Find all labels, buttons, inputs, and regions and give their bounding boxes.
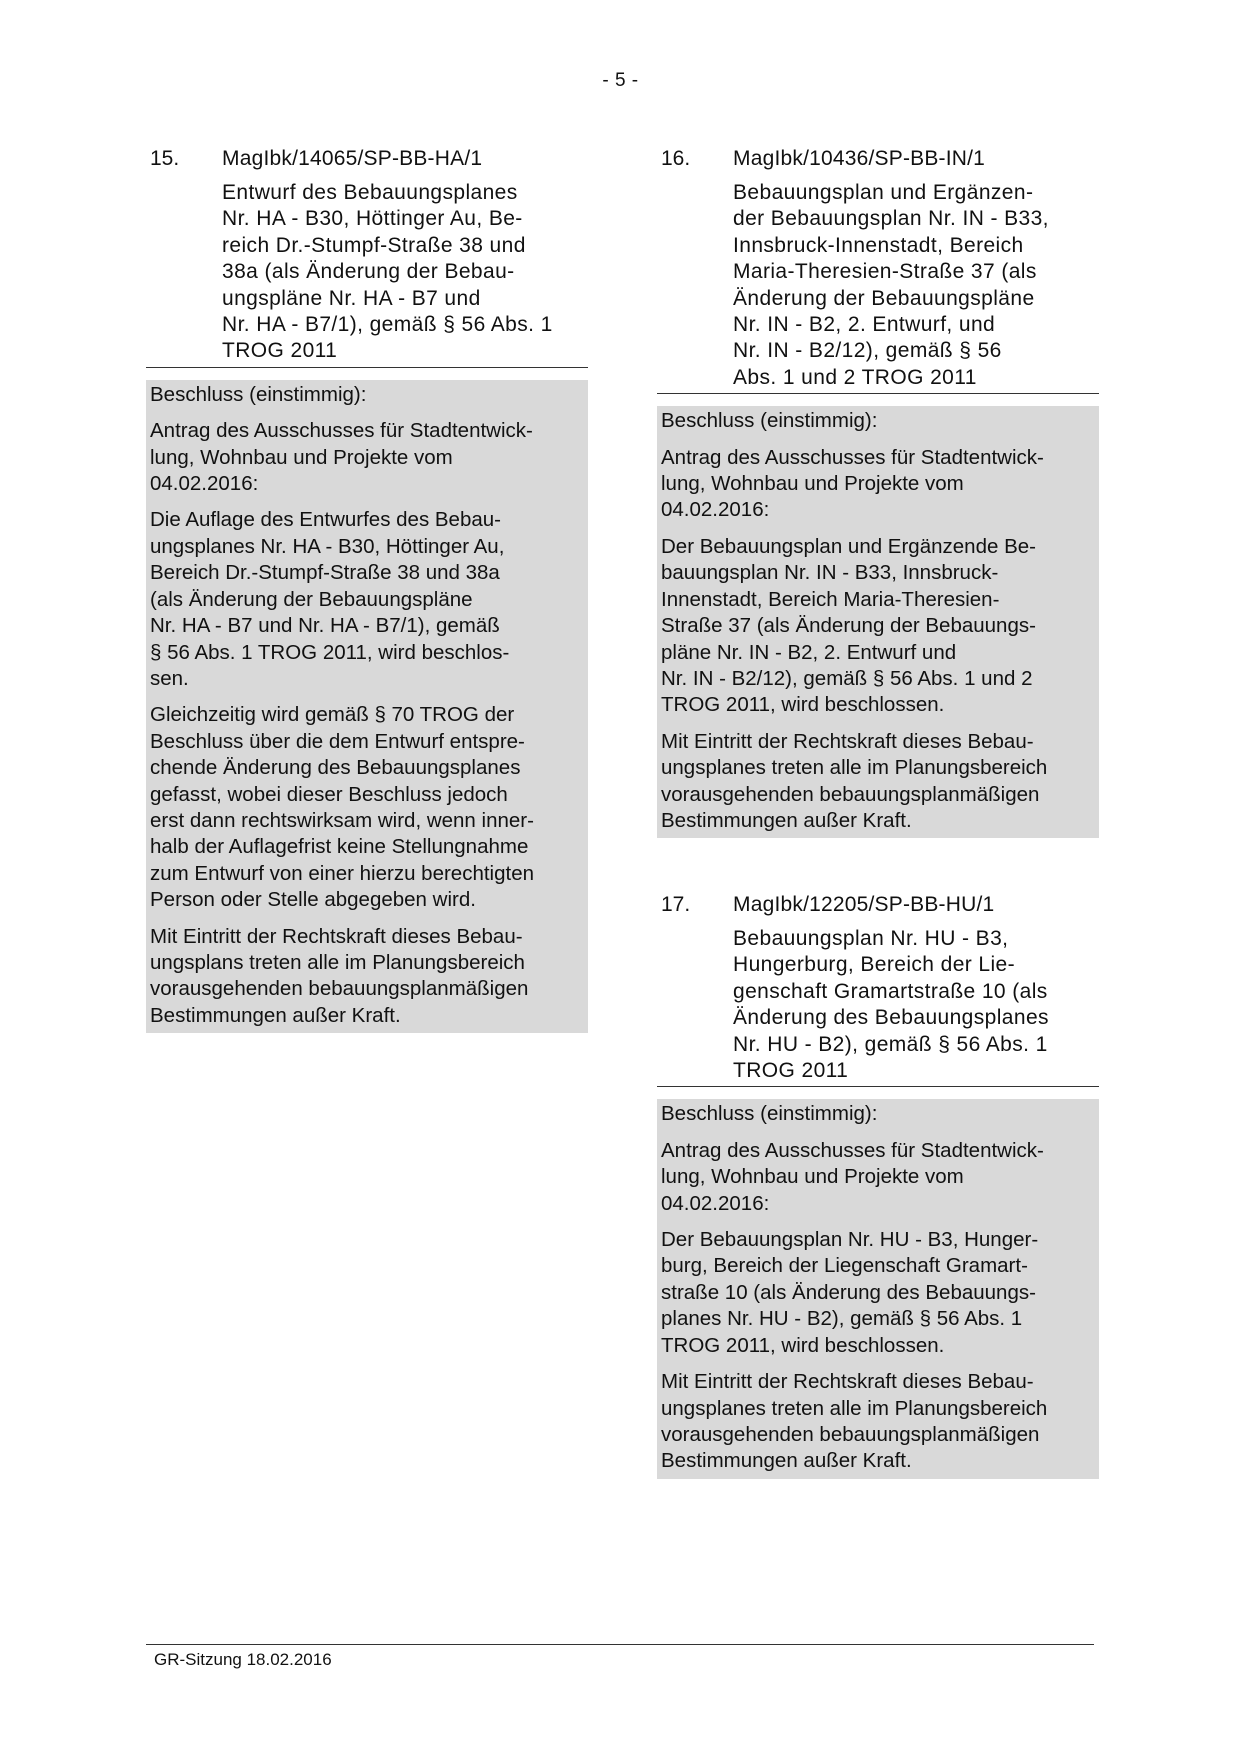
item-reference: MagIbk/14065/SP-BB-HA/1 bbox=[222, 147, 483, 170]
decision-label: Beschluss (einstimmig): bbox=[661, 409, 878, 433]
item-number: 15. bbox=[150, 147, 180, 170]
decision-paragraph: Die Auflage des Entwurfes des Bebau- ungsplanes Nr. HA - B30, Höttinger Au, Bereich Dr.-Stumpf-Straße 38 und 38a (als Änderung der Bebauungspläne Nr. HA - B7 und Nr. HA - B7/1), gemäß § 56 Abs. 1 TROG 2011, wird beschlos- sen. bbox=[150, 508, 510, 690]
item-number: 16. bbox=[661, 147, 691, 170]
item-title: Bebauungsplan Nr. HU - B3, Hungerburg, Bereich der Lie- genschaft Gramartstraße 10 (als Änderung des Bebauungsplanes Nr. HU - B2), gemäß § 56 Abs. 1 TROG 2011 bbox=[733, 927, 1049, 1083]
item-title: Bebauungsplan und Ergänzen- der Bebauungsplan Nr. IN - B33, Innsbruck-Innenstadt, Bereich Maria-Theresien-Straße 37 (als Änderung der Bebauungspläne Nr. IN - B2, 2. Entwurf, und Nr. IN - B2/12), gemäß § 56 Abs. 1 und 2 TROG 2011 bbox=[733, 181, 1049, 389]
decision-label: Beschluss (einstimmig): bbox=[150, 382, 367, 406]
item-number: 17. bbox=[661, 893, 691, 916]
decision-paragraph: Antrag des Ausschusses für Stadtentwick- lung, Wohnbau und Projekte vom 04.02.2016: bbox=[150, 419, 533, 496]
item-reference: MagIbk/10436/SP-BB-IN/1 bbox=[733, 147, 986, 170]
agenda-item-16 bbox=[657, 146, 1099, 838]
decision-paragraph: Gleichzeitig wird gemäß § 70 TROG der Beschluss über die dem Entwurf entspre- chende Änderung des Bebauungsplanes gefasst, wobei dieser Beschluss jedoch erst dann rechtswirksam wird, wenn inner- halb der Auflagefrist keine Stellungnahme zum Entwurf von einer hierzu berechtigten Person oder Stelle abgegeben wird. bbox=[150, 703, 535, 912]
divider bbox=[657, 1086, 1099, 1087]
decision-paragraph: Mit Eintritt der Rechtskraft dieses Bebau- ungsplanes treten alle im Planungsbereich vorausgehenden bebauungsplanmäßigen Bestimmungen außer Kraft. bbox=[661, 729, 1048, 832]
footer-divider bbox=[146, 1644, 1094, 1645]
item-header bbox=[146, 146, 588, 172]
decision-label: Beschluss (einstimmig): bbox=[661, 1102, 878, 1126]
decision-paragraph: Der Bebauungsplan und Ergänzende Be- bauungsplan Nr. IN - B33, Innsbruck- Innenstadt, Bereich Maria-Theresien- Straße 37 (als Änderung der Bebauungs- pläne Nr. IN - B2, 2. Entwurf und Nr. IN - B2/12), gemäß § 56 Abs. 1 und 2 TROG 2011, wird beschlossen. bbox=[661, 534, 1036, 717]
page-number: - 5 - bbox=[602, 70, 639, 91]
item-title: Entwurf des Bebauungsplanes Nr. HA - B30, Höttinger Au, Be- reich Dr.-Stumpf-Straße 38 und 38a (als Änderung der Bebau- ungspläne Nr. HA - B7 und Nr. HA - B7/1), gemäß § 56 Abs. 1 TROG 2011 bbox=[222, 181, 553, 363]
decision-paragraph: Antrag des Ausschusses für Stadtentwick- lung, Wohnbau und Projekte vom 04.02.2016: bbox=[661, 1138, 1044, 1215]
decision-paragraph: Der Bebauungsplan Nr. HU - B3, Hunger- burg, Bereich der Liegenschaft Gramart- straße 10 (als Änderung des Bebauungs- planes Nr. HU - B2), gemäß § 56 Abs. 1 TROG 2011, wird beschlossen. bbox=[661, 1228, 1039, 1357]
footer-text: GR-Sitzung 18.02.2016 bbox=[154, 1650, 332, 1669]
divider bbox=[146, 367, 588, 368]
decision-paragraph: Mit Eintritt der Rechtskraft dieses Bebau- ungsplanes treten alle im Planungsbereich vorausgehenden bebauungsplanmäßigen Bestimmungen außer Kraft. bbox=[661, 1370, 1048, 1473]
decision-box bbox=[146, 380, 588, 1033]
item-reference: MagIbk/12205/SP-BB-HU/1 bbox=[733, 893, 995, 916]
agenda-item-17 bbox=[657, 892, 1099, 1479]
decision-paragraph: Mit Eintritt der Rechtskraft dieses Bebau- ungsplans treten alle im Planungsbereich vorausgehenden bebauungsplanmäßigen Bestimmungen außer Kraft. bbox=[150, 924, 529, 1027]
decision-box bbox=[657, 1099, 1099, 1478]
divider bbox=[657, 393, 1099, 394]
decision-paragraph: Antrag des Ausschusses für Stadtentwick- lung, Wohnbau und Projekte vom 04.02.2016: bbox=[661, 445, 1044, 522]
item-header bbox=[657, 892, 1099, 918]
item-header bbox=[657, 146, 1099, 172]
decision-box bbox=[657, 406, 1099, 838]
agenda-item-15 bbox=[146, 146, 588, 1033]
